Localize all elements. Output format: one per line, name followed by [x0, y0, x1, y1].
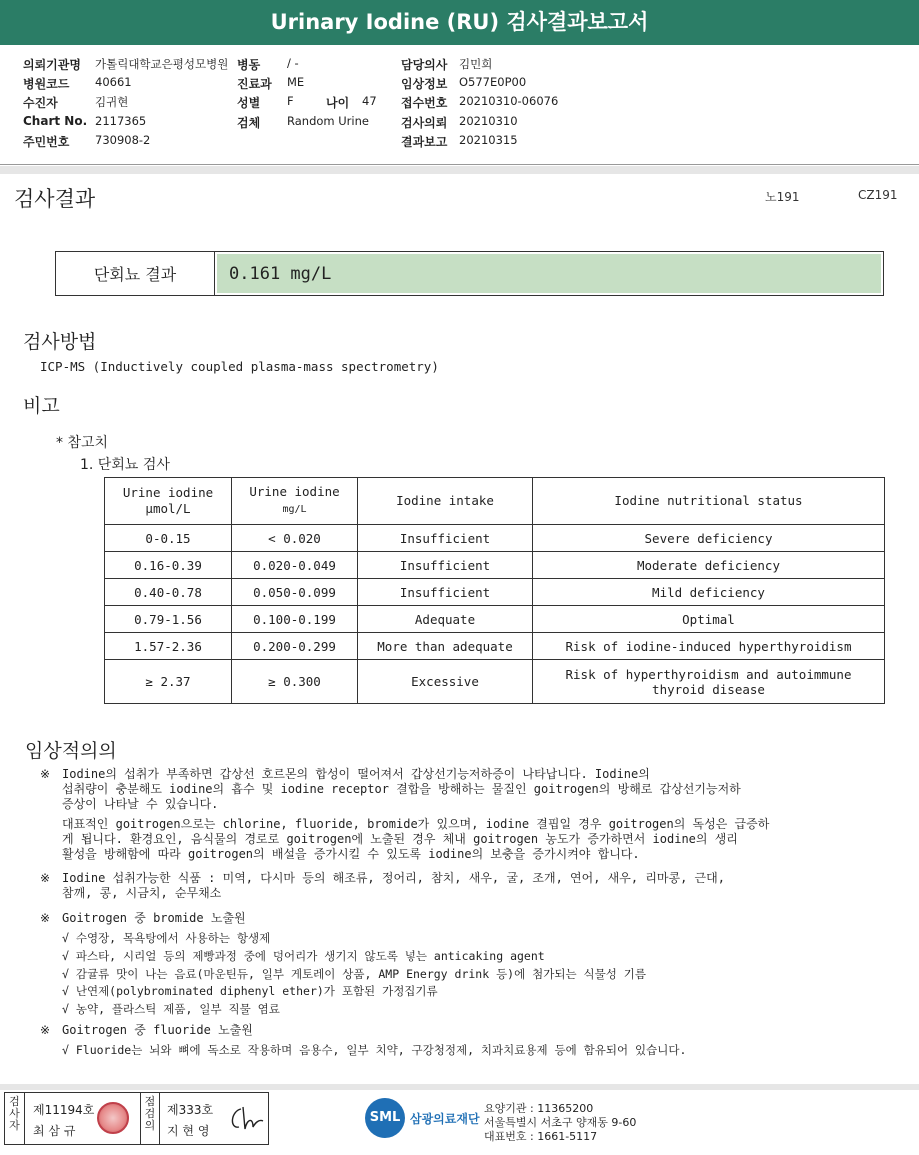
info-value: 40661 — [95, 75, 132, 89]
table-cell: 0.100-0.199 — [232, 606, 358, 633]
info-value: 20210315 — [459, 133, 518, 147]
table-cell: Excessive — [358, 660, 533, 704]
bromide-title-row — [40, 911, 900, 929]
info-value: ME — [287, 75, 305, 89]
clinical-paragraph-1 — [40, 767, 900, 863]
table-cell: Optimal — [533, 606, 885, 633]
table-row — [105, 660, 885, 704]
cell-line: Risk of hyperthyroidism and autoimmune — [565, 666, 852, 682]
info-label: 의뢰기관명 — [23, 58, 81, 72]
header-mg — [232, 478, 358, 525]
header-unit: μmol/L — [145, 501, 191, 516]
text-line: 참깨, 콩, 시금치, 순무채소 — [62, 886, 222, 900]
table-cell: Insufficient — [358, 552, 533, 579]
tag-char: 점 — [144, 1095, 156, 1108]
list-item: √ 수영장, 목욕탕에서 사용하는 항생제 — [62, 931, 271, 945]
bromide-title: Goitrogen 중 bromide 노출원 — [62, 911, 246, 925]
header-intake: Iodine intake — [358, 478, 533, 525]
text-line: 섭취량이 충분해도 iodine의 흡수 및 iodine receptor 결합을 방해하는 물질인 goitrogen의 방해로 갑상선기능저하 — [62, 782, 741, 796]
result-section-title: 검사결과 — [14, 187, 96, 211]
lab-logo — [365, 1098, 480, 1138]
table-row — [105, 579, 885, 606]
table-cell: Insufficient — [358, 579, 533, 606]
table-cell — [533, 660, 885, 704]
note-mark: ※ — [40, 871, 51, 885]
result-code-2: CZ191 — [858, 188, 898, 202]
header-status: Iodine nutritional status — [533, 478, 885, 525]
doctor-name: 지 현 영 — [167, 1124, 210, 1138]
doctor-license: 제333호 — [167, 1103, 214, 1117]
institution-address: 서울특별시 서초구 양재동 9-60 — [484, 1116, 637, 1129]
info-label: 주민번호 — [23, 135, 70, 149]
info-value: 김민희 — [459, 57, 493, 71]
result-code-1: 노191 — [765, 190, 800, 204]
table-cell: 0.050-0.099 — [232, 579, 358, 606]
tester-license: 제11194호 — [33, 1103, 95, 1117]
info-value: / - — [287, 56, 299, 70]
table-cell: < 0.020 — [232, 525, 358, 552]
info-label: 진료과 — [237, 77, 272, 91]
tester-tag — [5, 1093, 25, 1144]
info-label: Chart No. — [23, 114, 88, 128]
tag-char: 의 — [144, 1119, 156, 1132]
clinical-paragraph-2 — [40, 871, 900, 903]
info-label: 담당의사 — [401, 58, 448, 72]
logo-name: 삼광의료재단 — [410, 1112, 480, 1126]
table-cell: ≥ 0.300 — [232, 660, 358, 704]
result-label: 단회뇨 결과 — [56, 252, 215, 295]
info-label: 병원코드 — [23, 77, 70, 91]
info-value: F — [287, 94, 294, 108]
info-value: 20210310-06076 — [459, 94, 559, 108]
info-value: 김귀현 — [95, 95, 129, 109]
divider-band — [0, 166, 919, 174]
signature-icon — [227, 1103, 265, 1135]
method-text: ICP-MS (Inductively coupled plasma-mass spectrometry) — [40, 359, 439, 374]
info-label: 검사의뢰 — [401, 116, 448, 130]
list-item: √ 파스타, 시리얼 등의 제빵과정 중에 덩어리가 생기지 않도록 넣는 anticaking agent — [62, 949, 545, 963]
info-label: 검체 — [237, 116, 261, 130]
clinical-title: 임상적의의 — [25, 740, 117, 762]
info-label: 접수번호 — [401, 96, 448, 110]
table-cell: 0.200-0.299 — [232, 633, 358, 660]
text-line: Iodine의 섭취가 부족하면 갑상선 호르몬의 합성이 떨어져서 갑상선기능저하증이 나타납니다. Iodine의 — [62, 767, 650, 781]
note-mark: ※ — [40, 911, 51, 925]
info-label: 결과보고 — [401, 135, 448, 149]
table-cell: Moderate deficiency — [533, 552, 885, 579]
info-label: 성별 — [237, 96, 261, 110]
info-value: Random Urine — [287, 114, 369, 128]
age-value: 47 — [362, 94, 377, 108]
note-mark: ※ — [40, 767, 51, 781]
reference-label: * 참고치 — [56, 435, 109, 451]
text-line: 게 됩니다. 환경요인, 음식물의 경로로 goitrogen에 노출된 경우 체내 goitrogen 농도가 증가하면서 iodine의 생리 — [62, 832, 738, 846]
table-cell: Mild deficiency — [533, 579, 885, 606]
header-text: Urine iodine — [249, 484, 340, 499]
list-item: √ 난연제(polybrominated diphenyl ether)가 포함된 가정집기류 — [62, 984, 438, 998]
logo-mark: SML — [365, 1098, 405, 1138]
table-cell: More than adequate — [358, 633, 533, 660]
patient-info — [0, 52, 919, 164]
info-label: 수진자 — [23, 96, 58, 110]
table-row — [105, 525, 885, 552]
table-cell: Severe deficiency — [533, 525, 885, 552]
text-line: Iodine 섭취가능한 식품 : 미역, 다시마 등의 해조류, 정어리, 참치, 새우, 굴, 조개, 연어, 새우, 리마콩, 근대, — [62, 871, 725, 885]
fluoride-title: Goitrogen 중 fluoride 노출원 — [62, 1023, 253, 1037]
tester-name: 최 삼 규 — [33, 1124, 76, 1138]
table-row — [105, 633, 885, 660]
table-row — [105, 606, 885, 633]
remarks-title: 비고 — [23, 395, 60, 417]
info-label: 병동 — [237, 58, 261, 72]
info-value: 730908-2 — [95, 133, 151, 147]
report-title: Urinary Iodine (RU) 검사결과보고서 — [0, 0, 919, 45]
table-cell: 0-0.15 — [105, 525, 232, 552]
text-line: 활성을 방해함에 따라 goitrogen의 배설을 증가시킬 수 있도록 iodine의 보충을 증가시켜야 합니다. — [62, 847, 640, 861]
info-label: 임상정보 — [401, 77, 448, 91]
table-cell: 0.40-0.78 — [105, 579, 232, 606]
institution-code: 요양기관 : 11365200 — [484, 1102, 594, 1115]
header-text: Urine iodine — [122, 485, 214, 500]
seal-icon — [97, 1102, 129, 1134]
list-item: √ 감귤류 맛이 나는 음료(마운틴듀, 일부 게토레이 상품, AMP Energy drink 등)에 첨가되는 식물성 기름 — [62, 967, 646, 981]
result-value: 0.161 mg/L — [217, 254, 881, 293]
reference-sub-label: 1. 단회뇨 검사 — [80, 457, 170, 473]
table-cell: 0.16-0.39 — [105, 552, 232, 579]
table-cell: ≥ 2.37 — [105, 660, 232, 704]
header-unit: mg/L — [282, 504, 307, 515]
cell-line: thyroid disease — [652, 681, 765, 697]
list-item: √ 농약, 플라스틱 제품, 일부 직물 염료 — [62, 1002, 280, 1016]
table-cell: Insufficient — [358, 525, 533, 552]
list-item: √ Fluoride는 뇌와 뼈에 독소로 작용하며 음용수, 일부 치약, 구강청정제, 치과치료용제 등에 함유되어 있습니다. — [62, 1043, 687, 1057]
table-cell: 0.020-0.049 — [232, 552, 358, 579]
text-line: 대표적인 goitrogen으로는 chlorine, fluoride, bromide가 있으며, iodine 결핍일 경우 goitrogen의 독성은 급증하 — [62, 817, 770, 831]
table-cell: Adequate — [358, 606, 533, 633]
tag-char: 검 — [144, 1107, 156, 1120]
fluoride-title-row — [40, 1023, 900, 1041]
result-box — [55, 251, 884, 296]
info-value: 2117365 — [95, 114, 147, 128]
info-value: 20210310 — [459, 114, 518, 128]
age-label: 나이 — [326, 96, 350, 110]
method-title: 검사방법 — [23, 331, 97, 353]
institution-phone: 대표번호 : 1661-5117 — [484, 1130, 598, 1143]
table-row — [105, 552, 885, 579]
text-line: 증상이 나타날 수 있습니다. — [62, 797, 219, 811]
tag-char: 검 — [9, 1095, 20, 1108]
divider — [0, 164, 919, 165]
doctor-tag — [140, 1093, 160, 1144]
table-cell: 0.79-1.56 — [105, 606, 232, 633]
footer-divider — [0, 1084, 919, 1090]
header-umol — [105, 478, 232, 525]
table-header-row — [105, 478, 885, 525]
table-cell: Risk of iodine-induced hyperthyroidism — [533, 633, 885, 660]
info-value: O577E0P00 — [459, 75, 527, 89]
info-value: 가톨릭대학교은평성모병원 — [95, 57, 229, 71]
table-cell: 1.57-2.36 — [105, 633, 232, 660]
tag-char: 사 — [9, 1107, 20, 1120]
tag-char: 자 — [9, 1119, 20, 1132]
note-mark: ※ — [40, 1023, 51, 1037]
signature-box — [4, 1092, 269, 1145]
reference-table — [104, 477, 885, 704]
